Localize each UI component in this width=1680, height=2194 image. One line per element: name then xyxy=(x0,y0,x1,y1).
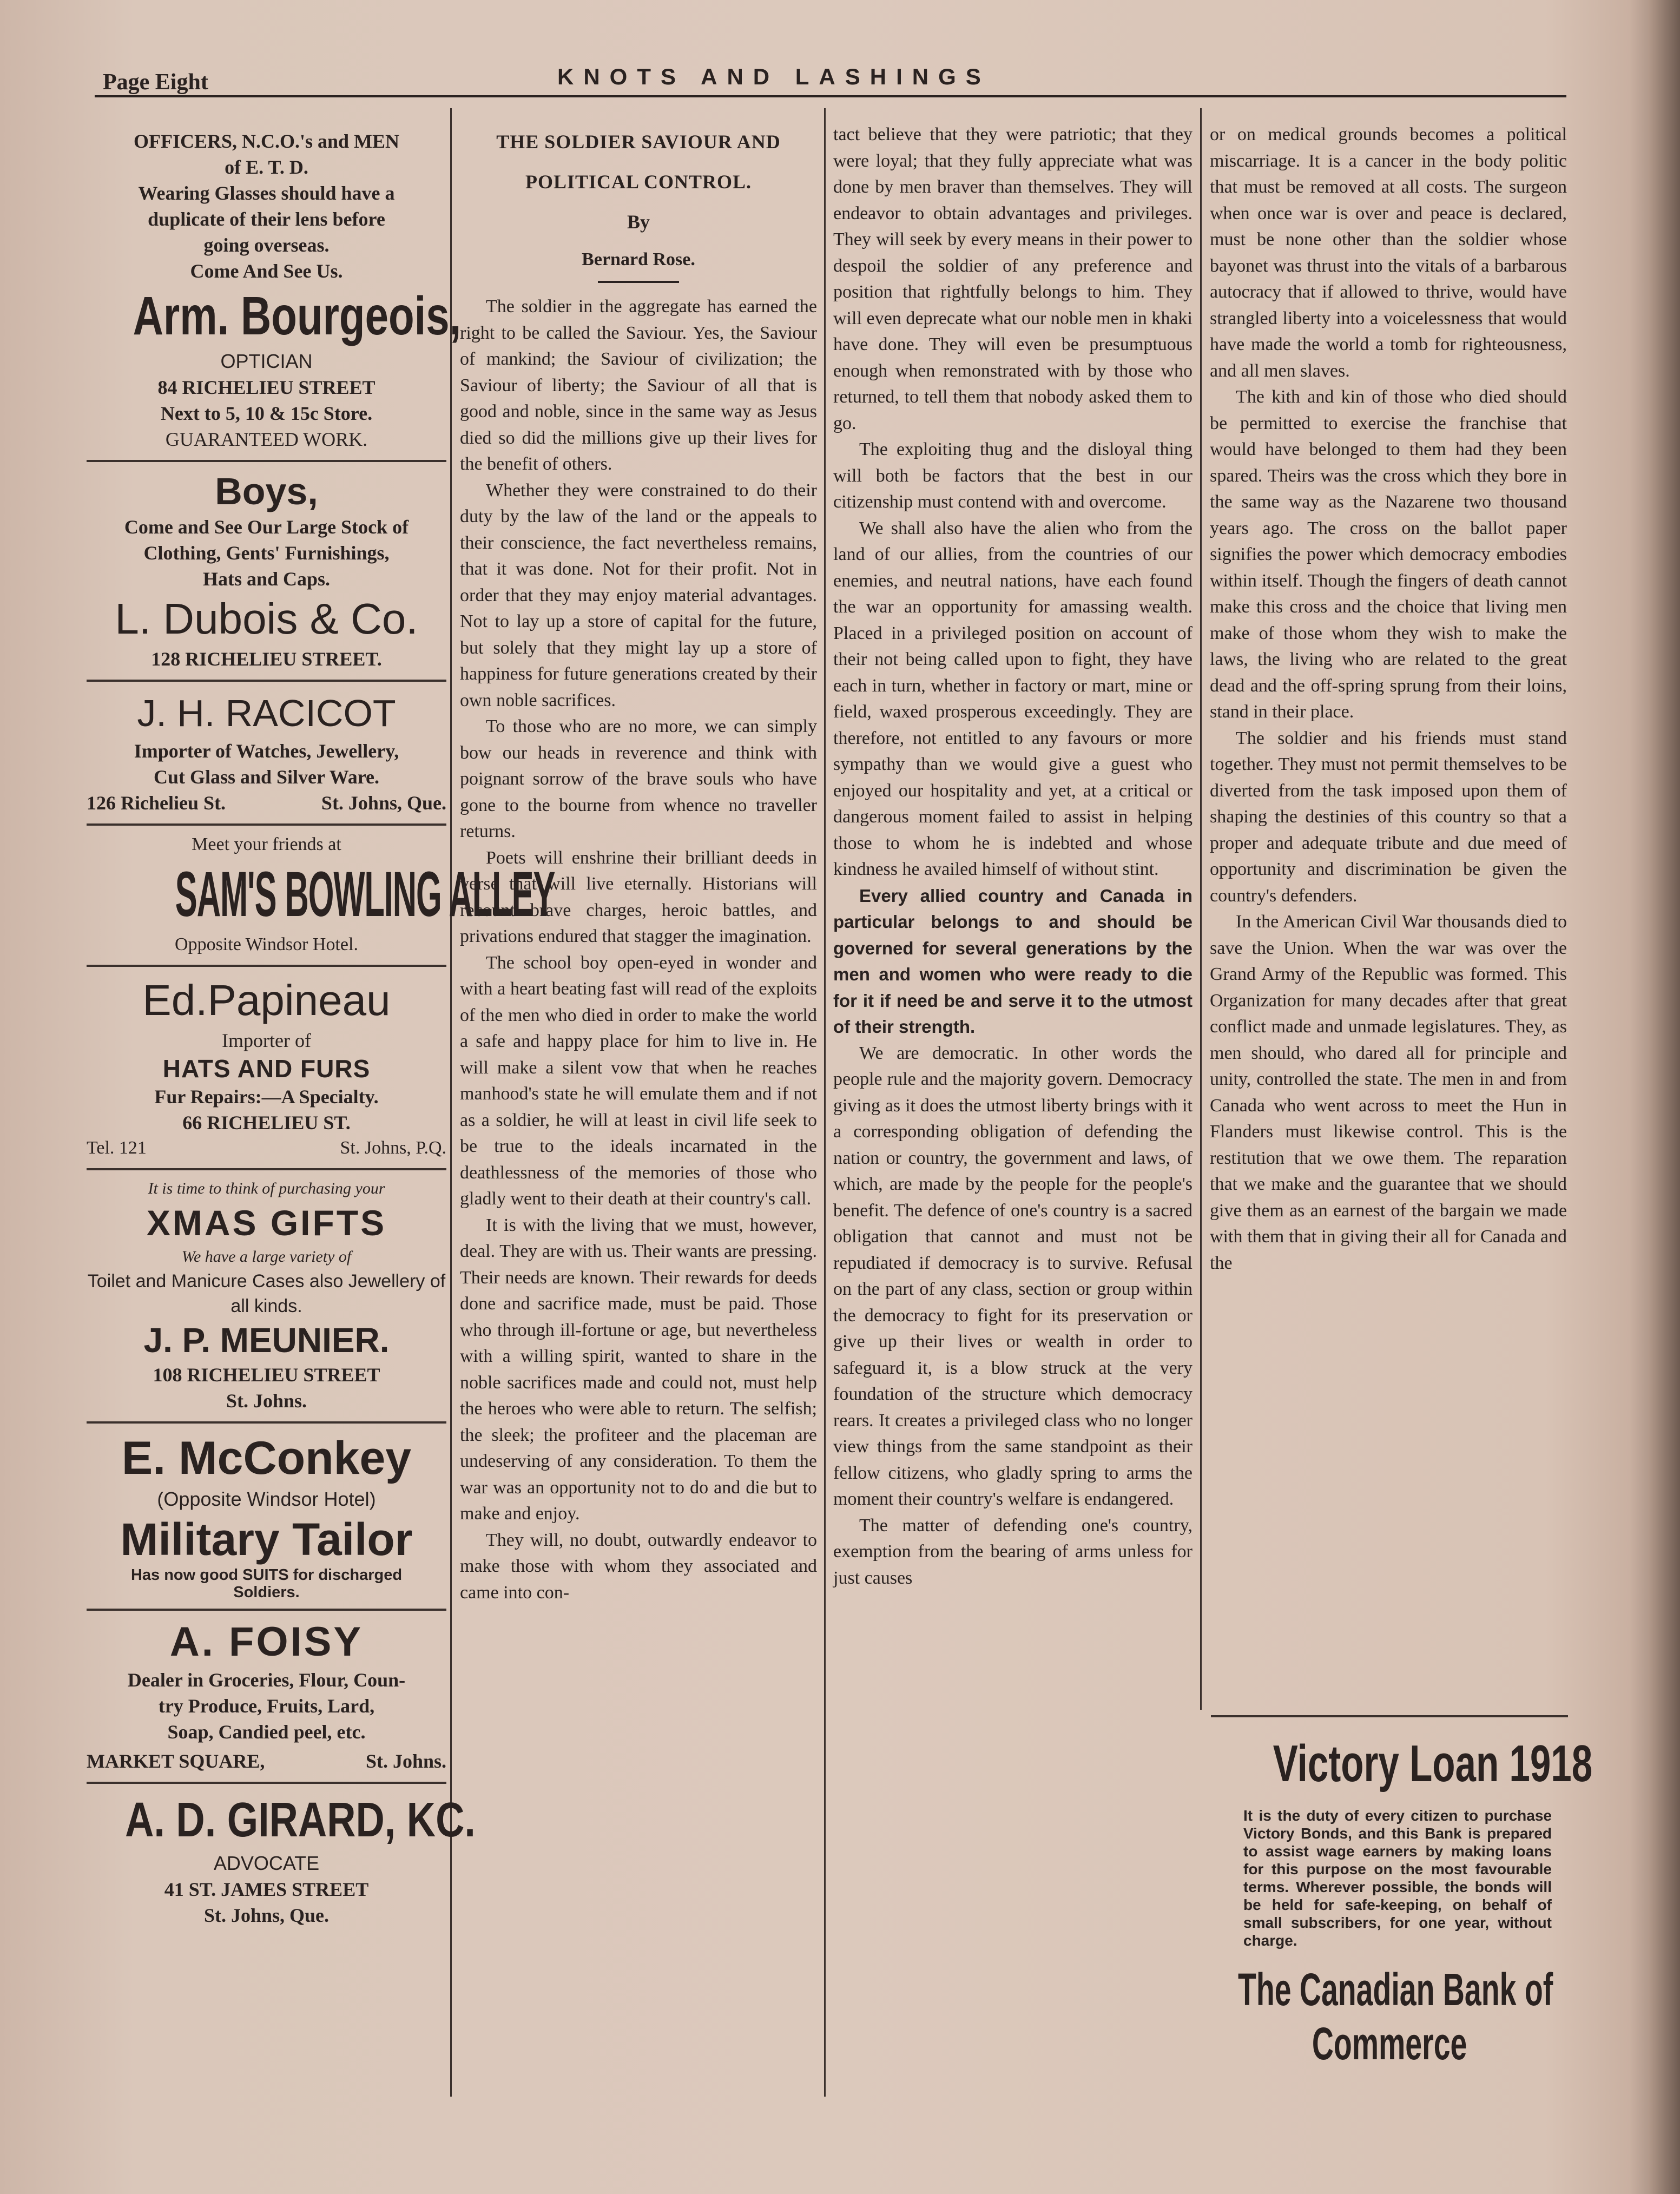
column-divider xyxy=(1200,108,1202,1710)
paragraph: The kith and kin of those who died should be permitted to exercise the franchise that would have belonged to them had they been spared. Theirs was the cross which they bore in the same way as the Nazarene two thousand years ago. The cross on the ballot paper signifies the power which democracy embodies within itself. Though the fingers of death cannot make this cross and the choice that living men make of those whom they wish to make the laws, the living who are related to the great dead and the off-spring sprung from their loins, stand in their place. xyxy=(1210,387,1567,722)
paragraph: tact believe that they were patriotic; that they were loyal; that they fully appreciate what was done by men braver than themselves. They will endeavor to obtain advantages and privileges. They will seek by every means in their power to despoil the soldier of any preference and position that rightfully belongs to him. They will even deprecate what our noble men in khaki have done. They will even be presumptuous enough when remonstrated with by those who returned, to tell them that nobody asked them to go. xyxy=(833,124,1193,433)
business-name: SAM'S BOWLING ALLEY xyxy=(175,859,555,930)
business-name: J. P. MEUNIER. xyxy=(143,1321,390,1360)
paragraph: The soldier and his friends must stand together. They must not permit themselves to be diverted from the task imposed upon them of shaping the destinies of this country so that a proper and adequate tribute and due meed of opportunity and discrimination be given the country's defenders. xyxy=(1210,728,1567,906)
ad-headline: Victory Loan 1918 xyxy=(1273,1735,1593,1793)
ad-line: ADVOCATE xyxy=(213,1852,320,1874)
page-edge-shadow xyxy=(1648,0,1680,2194)
ad-body: It is the duty of every citizen to purchase Victory Bonds, and this Bank is prepared to assist wage earners by making loans for this purpose on the most favourable terms. Wherever possible, the bonds will be held for safe-keeping, on behalf of small subscribers, for one year, without charge. xyxy=(1243,1807,1552,1949)
ad-optician xyxy=(87,122,462,462)
ad-line: St. Johns. xyxy=(226,1390,307,1412)
article-title: POLITICAL CONTROL. xyxy=(525,171,752,193)
ad-line: Clothing, Gents' Furnishings, xyxy=(143,542,390,564)
ad-line: Meet your friends at xyxy=(192,834,341,854)
ad-headline: Boys, xyxy=(215,470,318,512)
paragraph: To those who are no more, we can simply bow our heads in reverence and think with poignant sorrow of the brave souls who have gone to the bourne from whence no traveller returns. xyxy=(460,716,817,841)
paragraph: Whether they were constrained to do their duty by the law of the land or the appeals to their conscience, the fact nevertheless remains, that it was done. Not for their profit. Not in order that they may enjoy material advantages. Not to lay up a store of capital for the future, but solely that they might lay up a store of happiness for future generations created by their own noble sacrifices. xyxy=(460,480,817,710)
ad-line: Toilet and Manicure Cases also Jewellery of all kinds. xyxy=(87,1271,446,1316)
ad-line: Wearing Glasses should have a xyxy=(138,182,395,204)
business-name: A. FOISY xyxy=(169,1619,364,1665)
ad-dubois xyxy=(87,462,446,682)
column-divider xyxy=(824,108,826,2097)
ad-line: going overseas. xyxy=(203,234,330,256)
ad-headline: HATS AND FURS xyxy=(162,1055,371,1083)
ad-line: We have a large variety of xyxy=(181,1248,352,1266)
paragraph: We are democratic. In other words the people rule and the majority govern. Democracy giving as it does the utmost liberty brings with it a corresponding obligation of defending the nation or country, the government and laws, of which, are made by the people for the people's benefit. The defence of one's country is a sacred obligation that cannot and must not be repudiated if democracy is to survive. Refusal on the part of any class, section or group within the democracy to fight for its preservation or give up their lives or wealth in order to safeguard it, is a blow struck at the very foundation of the structure which democracy rears. It creates a privileged class who no longer view things from the same standpoint as their fellow citizens, who gladly spring to arms the moment their country's welfare is endangered. xyxy=(833,1043,1193,1509)
ad-line: St. Johns. xyxy=(365,1750,446,1772)
business-name: Arm. Bourgeois, xyxy=(133,286,462,346)
article-column-3 xyxy=(1210,122,1567,1276)
ad-line: MARKET SQUARE, xyxy=(87,1750,265,1772)
ad-bowling xyxy=(87,826,555,967)
ad-victory-loan xyxy=(1211,1715,1593,2071)
ad-line: GUARANTEED WORK. xyxy=(165,429,368,450)
ad-line: It is time to think of purchasing your xyxy=(148,1180,385,1197)
ad-line: duplicate of their lens before xyxy=(148,208,385,230)
business-name: Ed.Papineau xyxy=(142,976,391,1024)
ad-line: try Produce, Fruits, Lard, xyxy=(158,1695,375,1717)
article-author: Bernard Rose. xyxy=(582,249,695,269)
ad-line: OFFICERS, N.C.O.'s and MEN xyxy=(133,130,400,152)
ad-papineau xyxy=(87,967,446,1170)
ad-line: 41 ST. JAMES STREET xyxy=(164,1879,369,1900)
ad-line: (Opposite Windsor Hotel) xyxy=(157,1488,376,1510)
business-name: L. Dubois & Co. xyxy=(115,595,418,643)
title-rule xyxy=(598,281,679,283)
ad-line: of E. T. D. xyxy=(225,156,308,178)
paragraph: or on medical grounds becomes a political miscarriage. It is a cancer in the body politic that must be removed at all costs. The surgeon when once war is over and peace is declared, must be none other than the soldier whose bayonet was thrust into the vitals of a barbarous autocracy that if allowed to thrive, would have strangled liberty into a voicelessness that would have made the world a tomb for righteousness, and all men slaves. xyxy=(1210,124,1567,381)
ad-girard xyxy=(87,1784,476,1936)
ad-line: Come and See Our Large Stock of xyxy=(124,516,409,538)
article-column-1 xyxy=(460,122,817,1606)
paragraph: They will, no doubt, outwardly endeavor to make those with whom they associated and came into con- xyxy=(460,1530,817,1603)
ad-line: Next to 5, 10 & 15c Store. xyxy=(160,403,373,424)
ad-headline: XMAS GIFTS xyxy=(146,1203,387,1243)
paragraph: The matter of defending one's country, exemption from the bearing of arms unless for just causes xyxy=(833,1515,1193,1588)
business-name: E. McConkey xyxy=(121,1432,412,1484)
box-rule xyxy=(1211,1715,1568,1717)
ad-line: 84 RICHELIEU STREET xyxy=(157,377,375,398)
business-name: J. H. RACICOT xyxy=(137,692,396,734)
advertisement-column xyxy=(87,122,555,1936)
article-column-2 xyxy=(833,122,1193,1591)
ad-line: Fur Repairs:—A Specialty. xyxy=(154,1086,379,1108)
ad-line: Tel. 121 xyxy=(87,1138,147,1158)
paragraph: We shall also have the alien who from the land of our allies, from the countries of our enemies, and neutral nations, have each found the war an opportunity for amassing wealth. Placed in a privileged position on account of their not being called upon to fight, they have each in turn, whether in factory or mart, mine or field, waxed prosperous exceedingly. They are therefore, not entitled to any favours or more sympathy than we would give a guest who enjoyed our hospitality and yet, at a critical or dangerous moment failed to assist in helping those to whom he is indebted and whose kindness he availed himself of without stint. xyxy=(833,518,1193,879)
ad-line: Opposite Windsor Hotel. xyxy=(175,934,358,954)
ad-line: 66 RICHELIEU ST. xyxy=(182,1112,351,1134)
ad-foisy xyxy=(87,1611,446,1784)
ad-line: 126 Richelieu St. xyxy=(87,792,226,814)
ad-line: Has now good SUITS for discharged Soldiers. xyxy=(130,1566,403,1601)
article-title: THE SOLDIER SAVIOUR AND xyxy=(496,131,781,153)
header-rule xyxy=(95,95,1566,97)
ad-line: 128 RICHELIEU STREET. xyxy=(151,648,382,670)
paragraph: Poets will enshrine their brilliant deeds in verse that will live eternally. Historians will recount brave charges, heroic battles, and privations endured that stagger the imagination. xyxy=(460,847,817,946)
ad-line: Importer of xyxy=(222,1030,311,1051)
ad-line: Importer of Watches, Jewellery, xyxy=(134,740,399,762)
ad-meunier xyxy=(87,1170,446,1424)
masthead-title: KNOTS AND LASHINGS xyxy=(557,64,991,89)
article-byline: By xyxy=(627,211,650,233)
ad-line: St. Johns, Que. xyxy=(321,792,446,814)
ad-mcconkey xyxy=(87,1424,446,1611)
ad-racicot xyxy=(87,682,446,826)
paragraph: The school boy open-eyed in wonder and with a heart beating fast will read of the exploits of the men who died in order to make the world a safe and happy place for him to live in. He will make a silent vow that when he reaches manhood's state he will emulate them and if not as a soldier, he will at least in civil life seek to be true to the ideals incarnated in the deathlessness of the memories of those who gladly went to their death at their country's call. xyxy=(460,952,817,1209)
business-name: A. D. GIRARD, KC. xyxy=(125,1793,476,1847)
ad-line: St. Johns, Que. xyxy=(203,1905,330,1926)
business-name: Commerce xyxy=(1312,2018,1467,2069)
paragraph-emphasis: Every allied country and Canada in particular belongs to and should be governed for several generations by the men and women who were ready to die for it if need be and serve it to the utmost of their strength. xyxy=(833,885,1193,1037)
ad-line: Hats and Caps. xyxy=(202,568,331,590)
paragraph: It is with the living that we must, however, deal. They are with us. Their wants are pressing. Their needs are known. Their rewards for deeds done and sacrifice made, must be paid. Those who through ill-fortune or age, but nevertheless with a willing spirit, wanted to share in the noble sacrifices made and could not, must help the heroes who were able to return. The selfish; the sleek; the profiteer and the placeman are undeserving of any consideration. To them the war was an opportunity not to do and die but to make and enjoy. xyxy=(460,1215,817,1524)
ad-line: Soap, Candied peel, etc. xyxy=(167,1721,366,1743)
ad-line: 108 RICHELIEU STREET xyxy=(153,1364,380,1386)
ad-line: Cut Glass and Silver Ware. xyxy=(153,766,380,788)
ad-line: St. Johns, P.Q. xyxy=(340,1138,446,1158)
paragraph: In the American Civil War thousands died to save the Union. When the war was over the Grand Army of the Republic was formed. This Organization for many decades after that great conflict made and unmade legislatures. They, as men should, who dared all for principle and unity, controlled the state. The men in and from Canada who went across to meet the Hun in Flanders must likewise control. This is the restitution that we owe them. The reparation that we make and the guarantee that we should give them as an earnest of the bargain we made with them that in giving their all for Canada and the xyxy=(1210,912,1567,1273)
ad-line: Come And See Us. xyxy=(190,260,343,282)
ad-line: OPTICIAN xyxy=(220,350,313,372)
ad-line: Dealer in Groceries, Flour, Coun- xyxy=(127,1669,406,1691)
paragraph: The exploiting thug and the disloyal thing will both be factors that the best in our citizenship must contend with and overcome. xyxy=(833,439,1193,512)
page-number: Page Eight xyxy=(103,70,208,95)
paragraph: The soldier in the aggregate has earned the right to be called the Saviour. Yes, the Saviour of mankind; the Saviour of civilization; the Saviour of liberty; the Saviour of all that is good and noble, since in the same way as Jesus died so did the millions give up their lives for the benefit of others. xyxy=(460,297,817,474)
ad-headline: Military Tailor xyxy=(120,1514,413,1565)
business-name: The Canadian Bank of xyxy=(1237,1964,1553,2015)
